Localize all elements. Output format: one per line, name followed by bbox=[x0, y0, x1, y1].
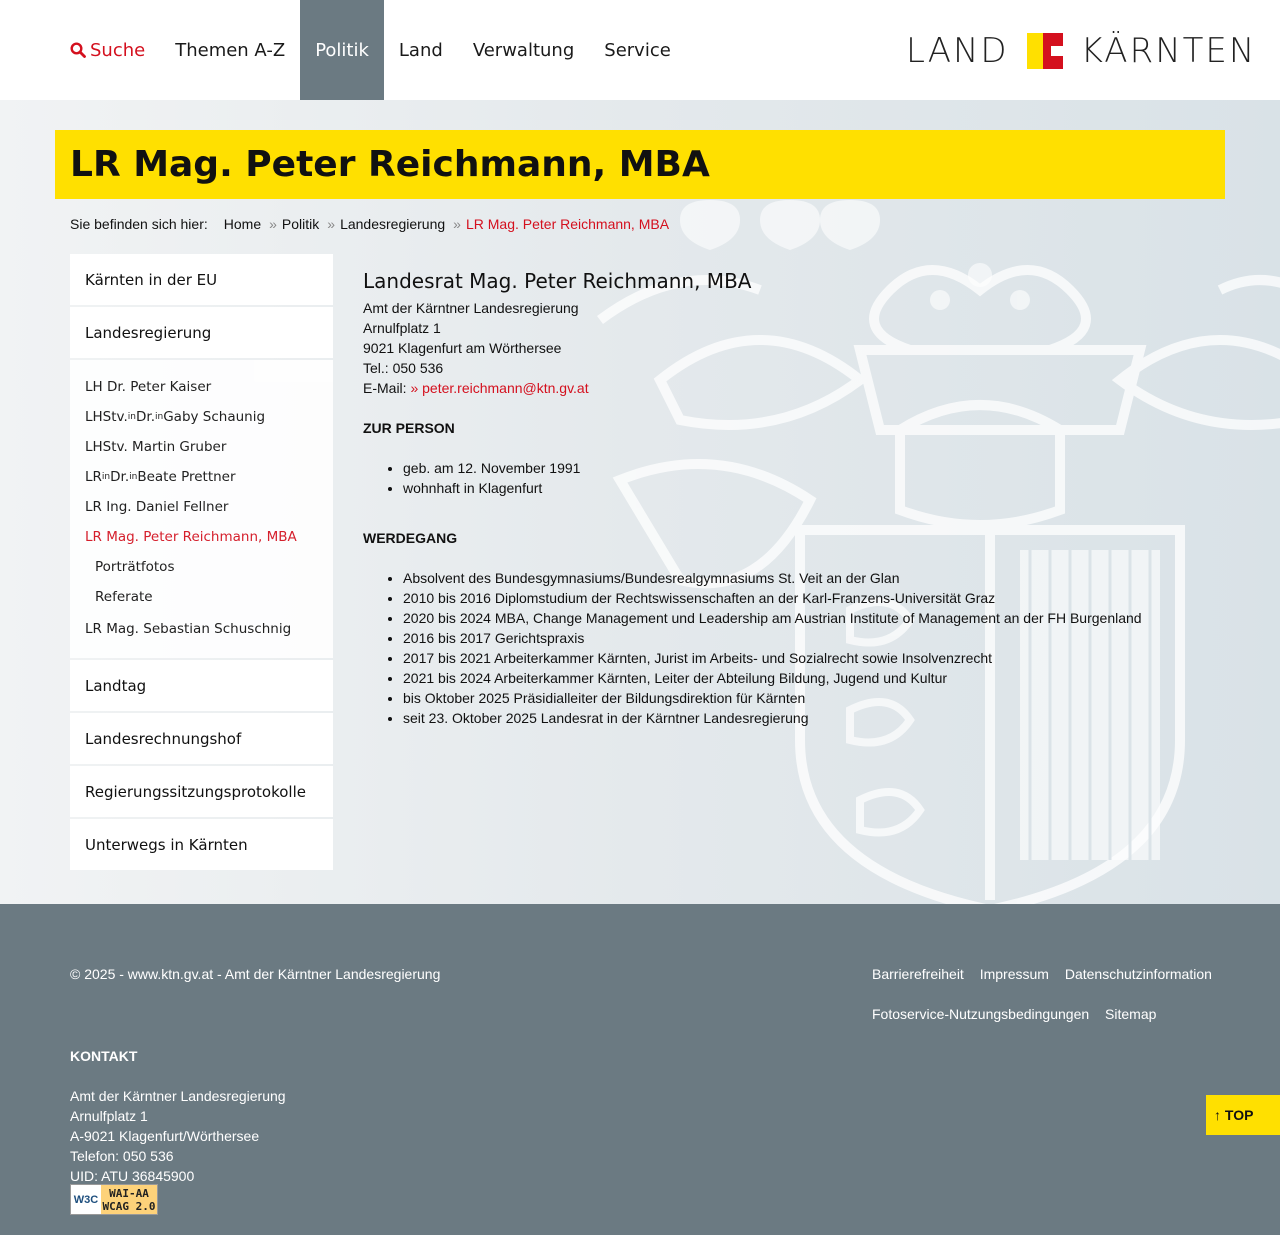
wcag-line-1: WAI-AA bbox=[109, 1186, 149, 1200]
sidebar-item-landtag[interactable]: Landtag bbox=[70, 660, 333, 711]
search-icon bbox=[70, 42, 86, 58]
prettner-title-b: Dr. bbox=[110, 469, 130, 485]
nav-land[interactable]: Land bbox=[398, 39, 443, 61]
title-bar bbox=[55, 130, 1225, 199]
list-item: • seit 23. Oktober 2025 Landesrat in der Kärntner Landesregierung bbox=[403, 708, 1223, 728]
nav-verwaltung[interactable]: Verwaltung bbox=[472, 39, 575, 61]
nav-themen[interactable]: Themen A-Z bbox=[175, 39, 286, 61]
sidebar-item-landesregierung[interactable]: Landesregierung bbox=[70, 307, 333, 358]
schaunig-name: Gaby Schaunig bbox=[163, 409, 266, 425]
breadcrumb-separator-icon: » bbox=[327, 216, 336, 232]
nav-search-label: Suche bbox=[90, 39, 146, 61]
schaunig-title-b: Dr. bbox=[136, 409, 155, 425]
email-line bbox=[363, 378, 1223, 398]
address-line: Amt der Kärntner Landesregierung bbox=[363, 300, 579, 316]
sidebar-sub-reichmann[interactable]: LR Mag. Peter Reichmann, MBA bbox=[85, 529, 297, 545]
person-list bbox=[363, 458, 1223, 498]
sidebar-submenu bbox=[70, 360, 333, 658]
list-item: • 2010 bis 2016 Diplomstudium der Rechtswissenschaften an der Karl-Franzens-Universität Graz bbox=[403, 588, 1223, 608]
list-item: • geb. am 12. November 1991 bbox=[403, 458, 1223, 478]
sidebar-item-unterwegs[interactable]: Unterwegs in Kärnten bbox=[70, 819, 333, 870]
nav-search[interactable] bbox=[55, 0, 160, 100]
breadcrumb-home[interactable]: Home bbox=[223, 216, 262, 232]
list-item: • 2020 bis 2024 MBA, Change Management und Leadership am Austrian Institute of Management an der FH Burgenland bbox=[403, 608, 1223, 628]
sidebar-sub-portraetfotos[interactable]: Porträtfotos bbox=[95, 559, 175, 575]
kontakt-heading: KONTAKT bbox=[70, 1048, 138, 1064]
wcag-badge[interactable] bbox=[70, 1184, 158, 1215]
sidebar-item-eu[interactable]: Kärnten in der EU bbox=[70, 254, 333, 305]
sidebar-item-landesrechnungshof[interactable]: Landesrechnungshof bbox=[70, 713, 333, 764]
content bbox=[363, 268, 1223, 728]
footer-kontakt bbox=[70, 1046, 286, 1186]
footer-link-sitemap[interactable]: Sitemap bbox=[1105, 1006, 1157, 1022]
page-title: LR Mag. Peter Reichmann, MBA bbox=[70, 144, 710, 185]
logo-mark-icon bbox=[1027, 33, 1063, 69]
nav-service[interactable]: Service bbox=[604, 39, 671, 61]
breadcrumb-separator-icon: » bbox=[269, 216, 277, 232]
list-item: • 2016 bis 2017 Gerichtspraxis bbox=[403, 628, 1223, 648]
footer-link-barrierefreiheit[interactable]: Barrierefreiheit bbox=[872, 966, 964, 982]
kontakt-line: A-9021 Klagenfurt/Wörthersee bbox=[70, 1128, 260, 1144]
site-logo[interactable] bbox=[906, 33, 1256, 69]
schaunig-title-a: LHStv. bbox=[85, 409, 128, 425]
kontakt-line: Amt der Kärntner Landesregierung bbox=[70, 1088, 286, 1104]
logo-text-right: KÄRNTEN bbox=[1080, 31, 1257, 71]
list-item: • 2021 bis 2024 Arbeiterkammer Kärnten, Leiter der Abteilung Bildung, Jugend und Kultur bbox=[403, 668, 1223, 688]
footer-link-datenschutz[interactable]: Datenschutzinformation bbox=[1064, 966, 1212, 982]
email-link[interactable]: » peter.reichmann@ktn.gv.at bbox=[410, 380, 589, 396]
breadcrumb-separator-icon: » bbox=[453, 216, 461, 232]
breadcrumb-landesregierung[interactable]: Landesregierung bbox=[340, 216, 446, 232]
address-line: Arnulfplatz 1 bbox=[363, 320, 441, 336]
site-footer bbox=[0, 904, 1280, 1235]
email-label: E-Mail: bbox=[363, 380, 407, 396]
list-item: • 2017 bis 2021 Arbeiterkammer Kärnten, Jurist im Arbeits- und Sozialrecht sowie Insolvenzrecht bbox=[403, 648, 1223, 668]
content-heading: Landesrat Mag. Peter Reichmann, MBA bbox=[363, 269, 752, 293]
career-list bbox=[363, 568, 1223, 728]
sidebar-sub-referate[interactable]: Referate bbox=[95, 589, 153, 605]
main-area bbox=[0, 100, 1280, 904]
kontakt-line: UID: ATU 36845900 bbox=[70, 1168, 195, 1184]
breadcrumb-label: Sie befinden sich hier: bbox=[70, 216, 208, 232]
sidebar-item-protokolle[interactable]: Regierungssitzungsprotokolle bbox=[70, 766, 333, 817]
footer-links bbox=[872, 966, 1232, 1046]
breadcrumb-politik[interactable]: Politik bbox=[281, 216, 320, 232]
site-header bbox=[0, 0, 1280, 100]
sidebar-sub-kaiser[interactable]: LH Dr. Peter Kaiser bbox=[85, 379, 212, 395]
nav-politik[interactable]: Politik bbox=[300, 0, 384, 100]
footer-link-impressum[interactable]: Impressum bbox=[979, 966, 1049, 982]
kontakt-line: Telefon: 050 536 bbox=[70, 1148, 174, 1164]
phone-line: Tel.: 050 536 bbox=[363, 360, 444, 376]
logo-text-left: LAND bbox=[906, 31, 1009, 71]
person-heading: ZUR PERSON bbox=[363, 420, 455, 436]
copyright: © 2025 - www.ktn.gv.at - Amt der Kärntner Landesregierung bbox=[70, 966, 441, 982]
kontakt-line: Arnulfplatz 1 bbox=[70, 1108, 148, 1124]
w3c-logo-icon: W3C bbox=[73, 1193, 99, 1206]
list-item: • wohnhaft in Klagenfurt bbox=[403, 478, 1223, 498]
sidebar-sub-gruber[interactable]: LHStv. Martin Gruber bbox=[85, 439, 227, 455]
wcag-label bbox=[101, 1185, 157, 1214]
career-heading: WERDEGANG bbox=[363, 530, 458, 546]
sidebar-sub-schuschnig[interactable]: LR Mag. Sebastian Schuschnig bbox=[85, 621, 292, 637]
back-to-top-button[interactable]: ↑ TOP bbox=[1206, 1095, 1280, 1135]
sidebar bbox=[70, 254, 333, 872]
list-item: • bis Oktober 2025 Präsidialleiter der Bildungsdirektion für Kärnten bbox=[403, 688, 1223, 708]
wcag-line-2: WCAG 2.0 bbox=[102, 1199, 156, 1213]
prettner-title-a: LR bbox=[85, 469, 102, 485]
breadcrumb-current[interactable]: LR Mag. Peter Reichmann, MBA bbox=[465, 216, 670, 232]
sidebar-sub-schaunig[interactable]: LHStv. in Dr. in Gaby Schaunig bbox=[85, 409, 266, 425]
address-line: 9021 Klagenfurt am Wörthersee bbox=[363, 340, 562, 356]
sidebar-sub-fellner[interactable]: LR Ing. Daniel Fellner bbox=[85, 499, 229, 515]
list-item: • Absolvent des Bundesgymnasiums/Bundesrealgymnasiums St. Veit an der Glan bbox=[403, 568, 1223, 588]
footer-link-fotoservice[interactable]: Fotoservice-Nutzungsbedingungen bbox=[872, 1006, 1090, 1022]
main-nav bbox=[55, 0, 686, 100]
breadcrumb bbox=[70, 216, 669, 232]
sidebar-sub-prettner[interactable]: LR in Dr. in Beate Prettner bbox=[85, 469, 236, 485]
prettner-name: Beate Prettner bbox=[137, 469, 236, 485]
